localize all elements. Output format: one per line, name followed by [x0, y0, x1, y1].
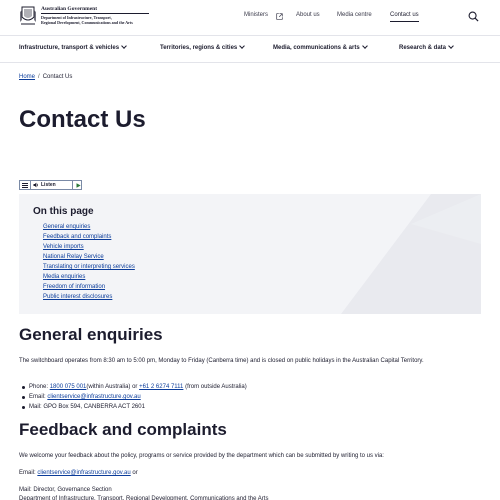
feedback-intro: We welcome your feedback about the policy, programs or service provided by the department which can be submitted by writing to us via: [19, 453, 384, 459]
logo-government-text: Australian Government [41, 6, 98, 12]
feedback-mail-line-2: Department of Infrastructure, Transport, Regional Development, Communications and the Arts [19, 496, 269, 500]
email-link[interactable]: clientservice@infrastructure.gov.au [47, 394, 141, 400]
toc-link-national-relay[interactable]: National Relay Service [43, 254, 104, 260]
toc-link-foi[interactable]: Freedom of information [43, 284, 106, 290]
breadcrumb-home-link[interactable]: Home [19, 74, 36, 80]
utility-link-about-us[interactable]: About us [296, 12, 320, 18]
list-item [43, 252, 135, 262]
feedback-email-link[interactable]: clientservice@infrastructure.gov.au [37, 470, 131, 476]
feedback-email-line [19, 468, 484, 478]
toc-link-vehicle-imports[interactable]: Vehicle imports [43, 244, 84, 250]
nav-item-infrastructure[interactable] [19, 45, 126, 51]
list-item [43, 272, 135, 282]
general-enquiries-heading: General enquiries [19, 325, 163, 344]
nav-item-territories[interactable] [160, 45, 244, 51]
toc-link-feedback[interactable]: Feedback and complaints [43, 234, 112, 240]
general-enquiries-contacts [19, 382, 247, 412]
government-logo[interactable] [19, 4, 154, 31]
phone-international-note: (from outside Australia) [183, 384, 247, 390]
breadcrumb-current: Contact Us [42, 74, 73, 80]
listen-button[interactable]: Listen [41, 182, 56, 188]
external-link-icon [276, 13, 283, 20]
feedback-email-suffix: or [130, 470, 138, 476]
on-this-page-panel [19, 194, 481, 314]
breadcrumb [19, 74, 72, 80]
list-item [43, 242, 135, 252]
phone-link-international[interactable]: +61 2 6274 7111 [139, 384, 184, 390]
page-title: Contact Us [19, 106, 146, 133]
play-button[interactable] [72, 181, 82, 189]
email-item [19, 392, 247, 402]
logo-department-line-2: Regional Development, Communications and the Arts [41, 20, 133, 25]
general-enquiries-intro: The switchboard operates from 8:30 am to 5:00 pm, Monday to Friday (Canberra time) and is closed on public holidays in the Australian Capital Territory. [19, 358, 424, 364]
chevron-down-icon [448, 43, 454, 49]
logo-department-line-1: Department of Infrastructure, Transport, [41, 15, 112, 20]
list-item [43, 262, 135, 272]
breadcrumb-separator: / [38, 74, 40, 80]
feedback-heading: Feedback and complaints [19, 420, 227, 439]
chevron-down-icon [362, 43, 368, 49]
logo-divider [41, 13, 149, 14]
feedback-mail-line-1: Mail: Director, Governance Section [19, 487, 112, 493]
mail-item: Mail: GPO Box 594, CANBERRA ACT 2601 [19, 402, 247, 412]
phone-link-domestic[interactable]: 1800 075 001 [49, 384, 87, 390]
speaker-icon [33, 182, 39, 188]
phone-domestic-note: (within Australia) or [86, 384, 140, 390]
chevron-down-icon [121, 43, 127, 49]
nav-item-label: Infrastructure, transport & vehicles [19, 45, 120, 51]
list-item [43, 282, 135, 292]
menu-icon[interactable] [20, 181, 31, 189]
main-navigation [0, 35, 500, 63]
list-item [43, 232, 135, 242]
list-item [43, 292, 135, 302]
utility-link-ministers[interactable]: Ministers [244, 12, 269, 18]
phone-label: Phone: [29, 384, 50, 390]
search-icon[interactable] [468, 11, 479, 22]
nav-item-research-data[interactable] [399, 45, 453, 51]
utility-link-media-centre[interactable]: Media centre [337, 12, 372, 18]
toc-link-general-enquiries[interactable]: General enquiries [43, 224, 91, 230]
decorative-background-shape [281, 194, 481, 314]
nav-item-label: Territories, regions & cities [160, 45, 238, 51]
feedback-email-label: Email: [19, 470, 38, 476]
nav-item-label: Research & data [399, 45, 447, 51]
chevron-down-icon [239, 43, 245, 49]
toc-link-translating[interactable]: Translating or interpreting services [43, 264, 135, 270]
toc-link-public-interest[interactable]: Public interest disclosures [43, 294, 113, 300]
top-bar [0, 0, 500, 35]
on-this-page-title: On this page [33, 206, 94, 217]
phone-item [19, 382, 247, 392]
toc-link-media-enquiries[interactable]: Media enquiries [43, 274, 86, 280]
listen-widget [19, 180, 82, 190]
nav-item-media-communications[interactable] [273, 45, 367, 51]
play-icon [76, 183, 81, 188]
coat-of-arms-icon [19, 4, 37, 28]
on-this-page-list [43, 222, 135, 302]
list-item [43, 222, 135, 232]
utility-link-contact-us[interactable]: Contact us [390, 12, 419, 22]
nav-item-label: Media, communications & arts [273, 45, 360, 51]
email-label: Email: [29, 394, 48, 400]
